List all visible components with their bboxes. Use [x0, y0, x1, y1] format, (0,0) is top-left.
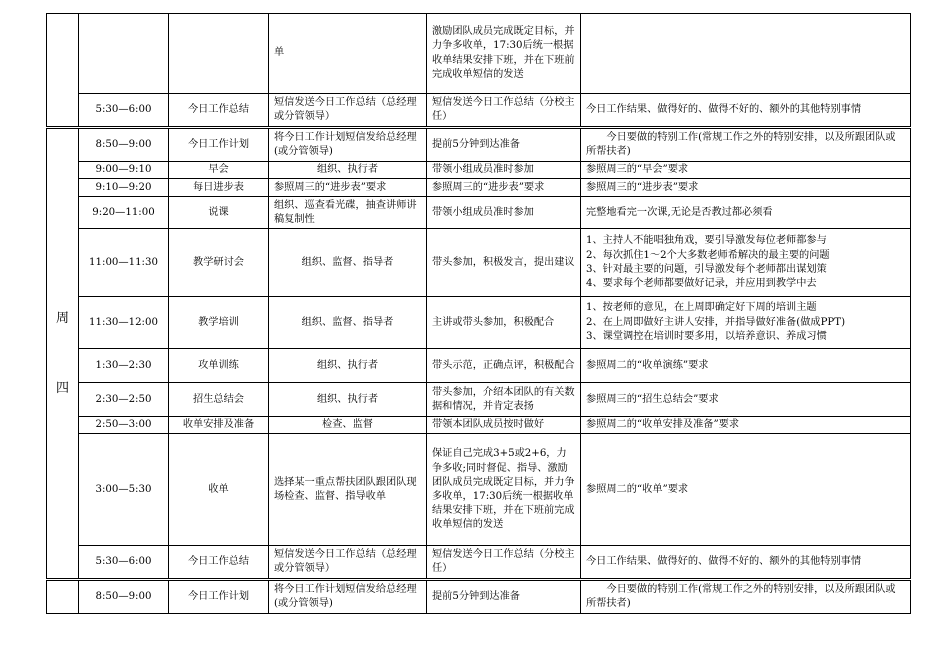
table-row — [47, 297, 911, 349]
table-row — [47, 128, 911, 162]
role-cell: 单 — [269, 14, 427, 94]
role-cell: 将今日工作计划短信发给总经理(或分管领导) — [269, 580, 427, 614]
role-cell: 选择某一重点帮扶团队跟团队现场检查、监督、指导收单 — [269, 434, 427, 546]
time-cell: 5:30—6:00 — [79, 94, 169, 128]
table-row — [47, 162, 911, 179]
note-cell: 参照周二的“收单安排及准备”要求 — [581, 417, 911, 434]
role-cell: 组织、执行者 — [269, 349, 427, 383]
note-cell: 今日工作结果、做得好的、做得不好的、额外的其他特别事情 — [581, 94, 911, 128]
note-cell: 参照周三的“早会”要求 — [581, 162, 911, 179]
role-cell: 组织、监督、指导者 — [269, 297, 427, 349]
time-cell: 3:00—5:30 — [79, 434, 169, 546]
item-cell: 教学培训 — [169, 297, 269, 349]
role-cell: 组织、执行者 — [269, 383, 427, 417]
item-cell: 说课 — [169, 197, 269, 229]
requirement-cell: 带头示范，正确点评，积极配合 — [427, 349, 581, 383]
table-row — [47, 434, 911, 546]
table-row — [47, 229, 911, 297]
requirement-cell: 短信发送今日工作总结（分校主任） — [427, 546, 581, 580]
requirement-cell: 带领本团队成员按时做好 — [427, 417, 581, 434]
note-cell: 今日要做的特别工作(常规工作之外的特别安排，以及所跟团队或所帮扶者) — [581, 580, 911, 614]
note-cell: 参照周三的“招生总结会”要求 — [581, 383, 911, 417]
role-cell: 检查、监督 — [269, 417, 427, 434]
item-cell: 攻单训练 — [169, 349, 269, 383]
schedule-table — [46, 13, 911, 614]
role-cell: 将今日工作计划短信发给总经理(或分管领导) — [269, 128, 427, 162]
table-row — [47, 94, 911, 128]
table-row — [47, 383, 911, 417]
time-cell: 1:30—2:30 — [79, 349, 169, 383]
item-cell: 收单 — [169, 434, 269, 546]
time-cell: 2:50—3:00 — [79, 417, 169, 434]
table-row — [47, 417, 911, 434]
item-cell: 教学研讨会 — [169, 229, 269, 297]
note-line: 2、每次抓住1～2个大多数老师希解决的最主要的问题 — [586, 249, 830, 261]
time-cell: 5:30—6:00 — [79, 546, 169, 580]
requirement-cell: 提前5分钟到达准备 — [427, 580, 581, 614]
role-cell: 组织、巡查看光碟，抽查讲师讲稿复制性 — [269, 197, 427, 229]
time-cell: 9:00—9:10 — [79, 162, 169, 179]
item-cell: 收单安排及准备 — [169, 417, 269, 434]
requirement-cell: 带头参加，介绍本团队的有关数据和情况，并肯定表扬 — [427, 383, 581, 417]
time-cell: 11:00—11:30 — [79, 229, 169, 297]
table-row — [47, 580, 911, 614]
time-cell: 9:20—11:00 — [79, 197, 169, 229]
note-line: 2、在上周即做好主讲人安排，并指导做好准备(做成PPT) — [586, 316, 846, 328]
table-row — [47, 546, 911, 580]
role-cell: 组织、执行者 — [269, 162, 427, 179]
item-cell: 早会 — [169, 162, 269, 179]
role-cell: 短信发送今日工作总结（总经理或分管领导） — [269, 94, 427, 128]
time-cell: 2:30—2:50 — [79, 383, 169, 417]
table-row — [47, 179, 911, 197]
requirement-cell: 带头参加，积极发言，提出建议 — [427, 229, 581, 297]
note-cell: 参照周三的“进步表”要求 — [581, 179, 911, 197]
requirement-cell: 激励团队成员完成既定目标，并力争多收单，17:30后统一根据收单结果安排下班，并在下班前完成收单短信的发送 — [427, 14, 581, 94]
role-cell: 短信发送今日工作总结（总经理或分管领导） — [269, 546, 427, 580]
note-line: 3、课堂调控在培训时要多用，以培养意识、养成习惯 — [586, 330, 827, 342]
role-cell: 参照周三的“进步表”要求 — [269, 179, 427, 197]
note-cell — [581, 229, 911, 297]
item-cell: 今日工作计划 — [169, 580, 269, 614]
item-cell: 今日工作总结 — [169, 546, 269, 580]
note-cell — [581, 297, 911, 349]
time-cell: 8:50—9:00 — [79, 128, 169, 162]
table-row — [47, 197, 911, 229]
time-cell: 9:10—9:20 — [79, 179, 169, 197]
requirement-cell: 短信发送今日工作总结（分校主任） — [427, 94, 581, 128]
note-line: 4、要求每个老师都要做好记录，并应用到教学中去 — [586, 277, 817, 289]
day-label: 周 四 — [47, 128, 79, 580]
time-cell: 11:30—12:00 — [79, 297, 169, 349]
requirement-cell: 带领小组成员准时参加 — [427, 162, 581, 179]
role-cell: 组织、监督、指导者 — [269, 229, 427, 297]
requirement-cell: 保证自己完成3+5或2+6，力争多收;同时督促、指导、激励团队成员完成既定目标，并力争多收单，17:30后统一根据收单结果安排下班，并在下班前完成收单短信的发送 — [427, 434, 581, 546]
requirement-cell: 带领小组成员准时参加 — [427, 197, 581, 229]
item-cell: 今日工作总结 — [169, 94, 269, 128]
requirement-cell: 主讲或带头参加，积极配合 — [427, 297, 581, 349]
table-row — [47, 14, 911, 94]
note-cell: 完整地看完一次课,无论是否教过都必须看 — [581, 197, 911, 229]
note-cell: 今日要做的特别工作(常规工作之外的特别安排，以及所跟团队或所帮扶者) — [581, 128, 911, 162]
note-cell: 参照周二的“收单”要求 — [581, 434, 911, 546]
note-cell: 参照周二的“收单演练”要求 — [581, 349, 911, 383]
item-cell: 每日进步表 — [169, 179, 269, 197]
note-cell: 今日工作结果、做得好的、做得不好的、额外的其他特别事情 — [581, 546, 911, 580]
note-line: 3、针对最主要的问题，引导激发每个老师都出谋划策 — [586, 263, 827, 275]
requirement-cell: 提前5分钟到达准备 — [427, 128, 581, 162]
table-row — [47, 349, 911, 383]
time-cell: 8:50—9:00 — [79, 580, 169, 614]
item-cell: 招生总结会 — [169, 383, 269, 417]
note-line: 1、主持人不能唱独角戏，要引导激发每位老师都参与 — [586, 235, 827, 247]
item-cell: 今日工作计划 — [169, 128, 269, 162]
requirement-cell: 参照周三的“进步表”要求 — [427, 179, 581, 197]
note-line: 1、按老师的意见，在上周即确定好下周的培训主题 — [586, 302, 817, 314]
